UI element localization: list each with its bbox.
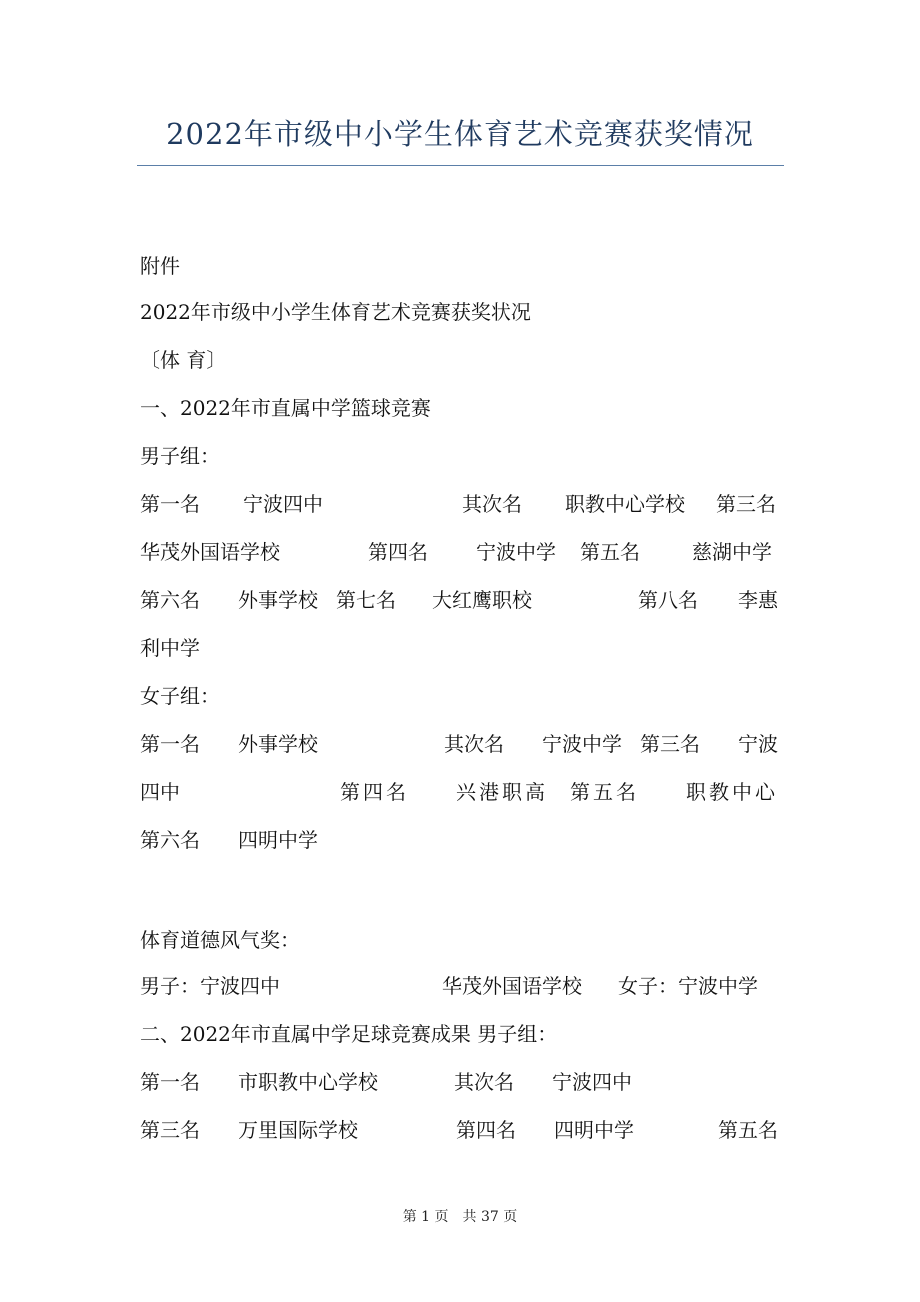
text-segment: 附件: [140, 254, 180, 278]
rank-label: 第一名: [140, 732, 200, 756]
rank-label: 第四名: [368, 540, 428, 564]
school-name: 职教中心学校: [565, 492, 685, 516]
page-footer: 第 1 页 共 37 页: [402, 1209, 518, 1225]
school-name: 兴港职高: [456, 780, 548, 804]
school-name: 市职教中心学校: [238, 1070, 378, 1094]
text-segment: 一、2022年市直属中学篮球竞赛: [140, 396, 431, 420]
school-name: 万里国际学校: [238, 1118, 358, 1142]
school-name: 宁波中学: [476, 540, 556, 564]
school-name: 四明中学: [238, 828, 318, 852]
school-name: 四明中学: [554, 1118, 634, 1142]
school-name: 外事学校: [238, 588, 318, 612]
text-segment: 二、2022年市直属中学足球竞赛成果 男子组：: [140, 1022, 558, 1046]
rank-label: 第一名: [140, 492, 200, 516]
rank-label: 第四名: [456, 1118, 516, 1142]
text-segment: 女子组：: [140, 684, 220, 708]
rank-label: 第三名: [716, 492, 776, 516]
rank-label: 第六名: [140, 588, 200, 612]
text-segment: 〔体 育〕: [140, 348, 227, 372]
rank-label: 第五名: [580, 540, 640, 564]
award-entry: 男子：宁波四中: [140, 974, 280, 998]
school-name: 宁波中学: [542, 732, 622, 756]
school-name: 宁波四中: [243, 492, 323, 516]
text-segment: 男子组：: [140, 444, 220, 468]
school-name: 宁波四中: [552, 1070, 632, 1094]
rank-label: 第三名: [140, 1118, 200, 1142]
school-name: 李惠: [738, 588, 778, 612]
school-name: 四中: [140, 780, 180, 804]
rank-label: 第五名: [570, 780, 639, 804]
rank-label: 第六名: [140, 828, 200, 852]
award-entry: 女子：宁波中学: [618, 974, 758, 998]
school-name: 宁波: [738, 732, 778, 756]
school-name: 华茂外国语学校: [140, 540, 280, 564]
rank-label: 第三名: [640, 732, 700, 756]
text-segment: 2022年市级中小学生体育艺术竞赛获奖状况: [140, 300, 531, 324]
rank-label: 其次名: [462, 492, 522, 516]
document-title: 2022年市级中小学生体育艺术竞赛获奖情况: [166, 117, 754, 151]
rank-label: 第五名: [718, 1118, 778, 1142]
rank-label: 其次名: [454, 1070, 514, 1094]
rank-label: 第四名: [340, 780, 409, 804]
award-entry: 华茂外国语学校: [442, 974, 582, 998]
school-name: 大红鹰职校: [432, 588, 532, 612]
rank-label: 第一名: [140, 1070, 200, 1094]
title-underline: [137, 165, 784, 166]
school-name: 利中学: [140, 636, 200, 660]
text-segment: 体育道德风气奖：: [140, 928, 300, 952]
school-name: 职教中心: [686, 780, 778, 804]
school-name: 慈湖中学: [692, 540, 772, 564]
rank-label: 第七名: [336, 588, 396, 612]
school-name: 外事学校: [238, 732, 318, 756]
rank-label: 其次名: [444, 732, 504, 756]
rank-label: 第八名: [638, 588, 698, 612]
